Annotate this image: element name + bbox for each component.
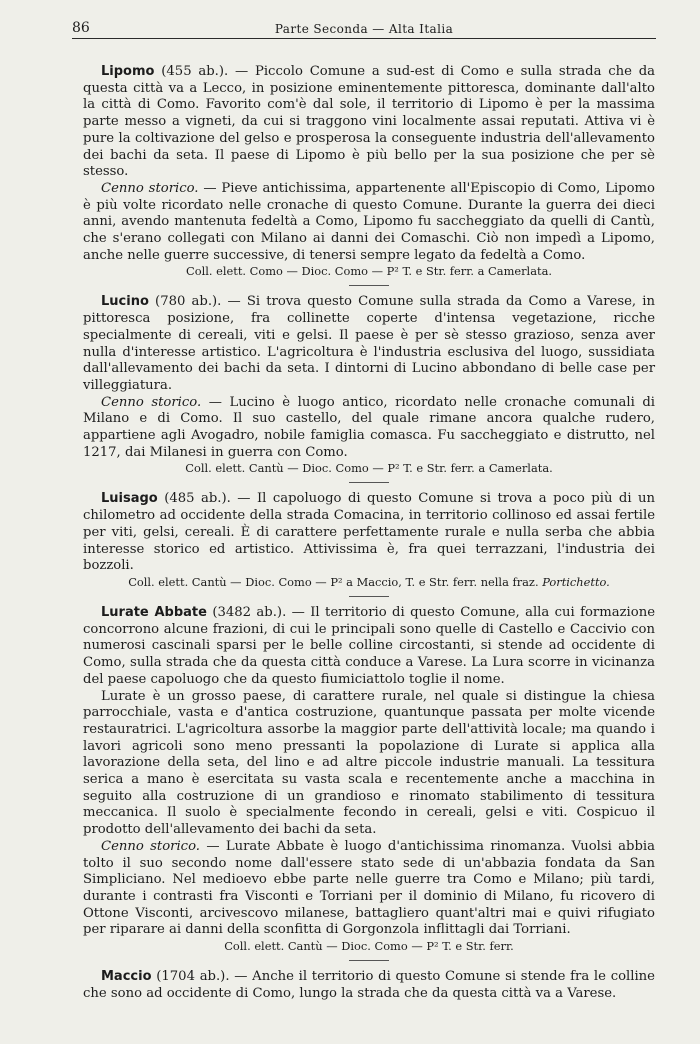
cenno-storico xyxy=(83,839,655,939)
entry-footer xyxy=(83,939,655,954)
cenno-label: Cenno storico. xyxy=(101,394,202,410)
footer-text: Coll. elett. Como — Dioc. Como — P² T. e Str. ferr. a Camerlata. xyxy=(186,264,552,279)
page-number: 86 xyxy=(72,20,90,36)
commune-name: Luisago xyxy=(101,491,158,507)
footer-text: Coll. elett. Cantù — Dioc. Como — P² T. e Str. ferr. a Camerlata. xyxy=(185,461,553,476)
cenno-label: Cenno storico. xyxy=(101,838,200,854)
commune-entry xyxy=(83,64,655,286)
cenno-label: Cenno storico. xyxy=(101,180,199,196)
population: (1704 ab.). xyxy=(156,969,230,985)
footer-text: Coll. elett. Cantù — Dioc. Como — P² T. e Str. ferr. xyxy=(224,939,514,954)
cenno-storico xyxy=(83,395,655,462)
entry-divider xyxy=(349,482,389,483)
entry-intro xyxy=(83,491,655,575)
extra-paragraphs xyxy=(83,689,655,839)
entry-text: — Piccolo Comune a sud-est di Como e sulla strada che da questa città va a Lecco, in posizione eminentemente pittoresca, dominante dall'alto la città di Como. Favorito com'è dal sole, il territorio di Lipomo è per la massima parte messo a vigneti, da cui si traggono vini localmente assai reputati. Attiva vi è pure la coltivazione del gelso e prosperosa la conseguente industria dell'allevamento dei bachi da seta. Il paese di Lipomo è più bello per la sua posizione che per sè stesso. xyxy=(83,64,656,180)
commune-name: Maccio xyxy=(101,969,152,985)
entry-text: — Si trova questo Comune sulla strada da Como a Varese, in pittoresca posizione, fra collinette coperte d'intensa vegetazione, ricche specialmente di cereali, viti e gelsi. Il paese è per sè stesso grazioso, senza aver nulla d'interesse artistico. L'agricoltura è l'industria esclusiva del luogo, sussidiata dall'allevamento dei bachi da seta. I dintorni di Lucino abbondano di belle case per villeggiatura. xyxy=(83,294,655,393)
page-header xyxy=(72,14,656,39)
cenno-text: — Pieve antichissima, appartenente all'Episcopio di Como, Lipomo è più volte ricordato nelle cronache di questo Comune. Durante la guerra dei dieci anni, avendo mantenuta fedeltà a Como, Lipomo fu saccheggiato da quelli di Cantù, che s'erano collegati con Milano ai danni dei Comaschi. Ciò non impedì a Lipomo, anche nelle guerre successive, di tenersi sempre legato da fedeltà a Como. xyxy=(83,180,655,263)
entry-intro xyxy=(83,294,655,394)
entry-footer xyxy=(83,264,655,279)
entry-intro xyxy=(83,969,655,1002)
commune-entry xyxy=(83,294,655,483)
entry-divider xyxy=(349,596,389,597)
commune-name: Lucino xyxy=(101,294,149,310)
entry-text: — Anche il territorio di questo Comune si stende fra le colline che sono ad occidente di Como, lungo la strada che da questa città va a Varese. xyxy=(83,969,655,1001)
commune-entry xyxy=(83,491,655,597)
population: (485 ab.). xyxy=(164,491,231,507)
commune-entry xyxy=(83,605,655,961)
page-body xyxy=(83,64,655,1006)
body-paragraph: Lurate è un grosso paese, di carattere rurale, nel quale si distingue la chiesa parrocchiale, vasta e d'antica costruzione, quantunque passata per molte vicende restauratrici. L'agricoltura assorbe la maggior parte dell'attività locale; ma quando i lavori agricoli sono meno pressanti la popolazione di Lurate si applica alla lavorazione della seta, del lino e ad altre piccole industrie manuali. La tessitura serica a mano è esercitata su vasta scala e recentemente anche a macchina in seguito alla costruzione di un grandioso e rinomato stabilimento di tessitura meccanica. Il suolo è specialmente fecondo in cereali, gelsi e viti. Cospicuo il prodotto dell'allevamento dei bachi da seta. xyxy=(83,688,655,838)
cenno-text: — Lurate Abbate è luogo d'antichissima rinomanza. Vuolsi abbia tolto il suo secondo nome dall'essere stato sede di un'abbazia fondata da San Simpliciano. Nel medioevo ebbe parte nelle guerre tra Como e Milano; più tardi, durante i contrasti fra Visconti e Torriani per il dominio di Milano, fu ricovero di Ottone Visconti, arcivescovo milanese, battagliero quant'altri mai e quivi rifugiato per riparare ai danni della sconfitta di Gorgonzola inflittagli dai Torriani. xyxy=(83,838,655,938)
entries-list xyxy=(83,64,655,1002)
entry-divider xyxy=(349,285,389,286)
entry-divider xyxy=(349,960,389,961)
population: (3482 ab.). xyxy=(212,604,287,620)
entry-text: — Il capoluogo di questo Comune si trova a poco più di un chilometro ad occidente della strada Comacina, in territorio collinoso ed assai fertile per viti, gelsi, cereali. È di carattere perfettamente rurale e nulla serba che abbia interesse storico ed artistico. Attivissima è, fra quei terrazzani, l'industria dei bozzoli. xyxy=(83,491,655,574)
entry-footer xyxy=(83,461,655,476)
population: (780 ab.). xyxy=(155,294,222,310)
population: (455 ab.). xyxy=(161,64,229,79)
running-title: Parte Seconda — Alta Italia xyxy=(274,22,454,36)
entry-intro xyxy=(83,605,655,689)
cenno-storico xyxy=(83,181,655,265)
commune-entry xyxy=(83,969,655,1002)
footer-text: Coll. elett. Cantù — Dioc. Como — P² a Maccio, T. e Str. ferr. nella fraz. xyxy=(128,574,539,589)
cenno-text: — Lucino è luogo antico, ricordato nelle cronache comunali di Milano e di Como. Il suo castello, del quale rimane ancora qualche rudero, appartiene agli Avogadro, nobile famiglia comasca. Fu saccheggiato e distrutto, nel 1217, dai Milanesi in guerra con Como. xyxy=(83,394,655,460)
commune-name: Lurate Abbate xyxy=(101,604,207,620)
commune-name: Lipomo xyxy=(101,64,155,79)
footer-suffix: Portichetto. xyxy=(542,574,610,589)
entry-footer xyxy=(83,575,655,590)
entry-intro xyxy=(83,64,655,181)
entry-text: — Il territorio di questo Comune, alla cui formazione concorrono alcune frazioni, di cui le principali sono quelle di Castello e Caccivio con numerosi cascinali sparsi per le belle colline circostanti, si stende ad occidente di Como, sulla strada che da questa città conduce a Varese. La Lura scorre in vicinanza del paese capoluogo che da questo fiumiciattolo toglie il nome. xyxy=(83,604,655,687)
